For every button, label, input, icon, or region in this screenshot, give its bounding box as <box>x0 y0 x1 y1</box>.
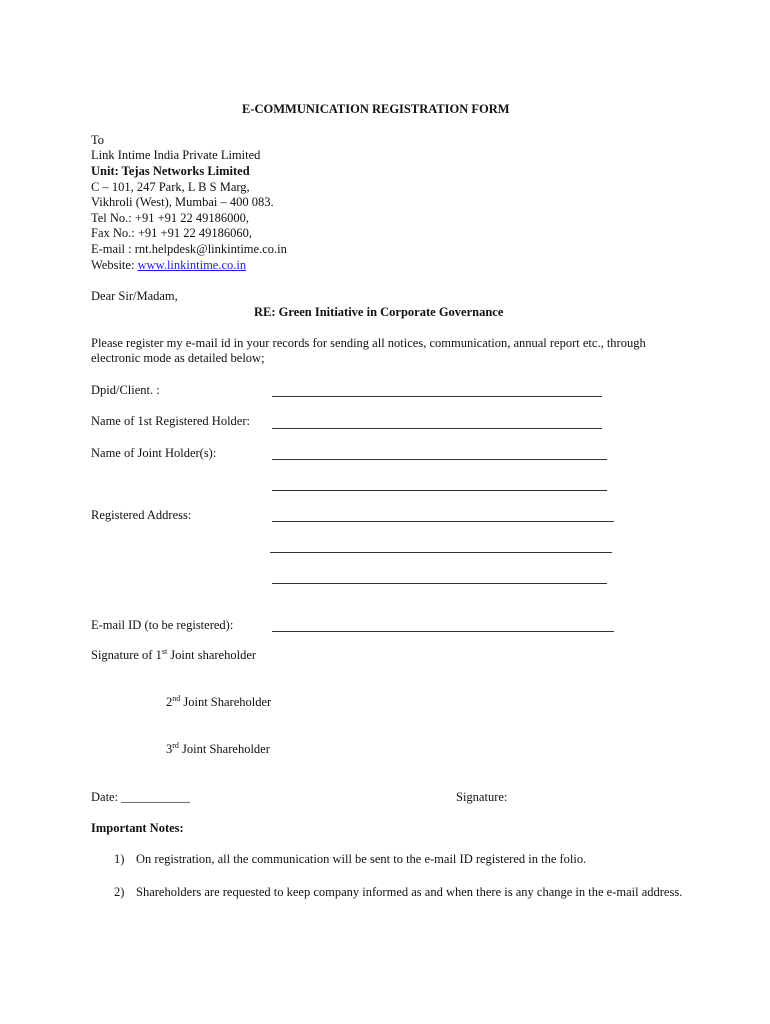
note-2-text: Shareholders are requested to keep company informed as and when there is any change in the e-mail address. <box>136 885 683 899</box>
signature-third-prefix: 3 <box>166 742 173 756</box>
signature-first-suffix: Joint shareholder <box>167 648 257 662</box>
first-holder-field[interactable] <box>272 428 602 429</box>
email-id-label: E-mail ID (to be registered): <box>91 618 234 632</box>
fax-line: Fax No.: +91 +91 22 49186060, <box>91 226 252 240</box>
form-title: E-COMMUNICATION REGISTRATION FORM <box>242 102 510 116</box>
registered-address-field-2[interactable] <box>270 552 612 553</box>
signature-first-sup: st <box>161 646 168 656</box>
website-label: Website: <box>91 258 138 272</box>
salutation: Dear Sir/Madam, <box>91 289 178 303</box>
to-line: To <box>91 133 105 147</box>
signature-second-suffix: Joint Shareholder <box>180 695 272 709</box>
email-line: E-mail : rnt.helpdesk@linkintime.co.in <box>91 242 287 256</box>
dpid-label: Dpid/Client. : <box>91 383 160 397</box>
registered-address-field-1[interactable] <box>272 521 614 522</box>
signature-label: Signature: <box>456 790 508 804</box>
note-2-number: 2) <box>114 885 125 899</box>
company-name: Link Intime India Private Limited <box>91 148 261 162</box>
address-line-1: C – 101, 247 Park, L B S Marg, <box>91 180 250 194</box>
tel-line: Tel No.: +91 +91 22 49186000, <box>91 211 250 225</box>
signature-third-suffix: Joint Shareholder <box>178 742 270 756</box>
date-field[interactable]: Date: ___________ <box>91 790 190 804</box>
signature-third-label <box>166 742 270 757</box>
signature-third-sup: rd <box>172 740 179 750</box>
email-id-field[interactable] <box>272 631 614 632</box>
website-link[interactable]: www.linkintime.co.in <box>137 258 247 272</box>
joint-holders-field-1[interactable] <box>272 459 607 460</box>
registered-address-field-3[interactable] <box>272 583 607 584</box>
website-line <box>91 258 246 273</box>
first-holder-label: Name of 1st Registered Holder: <box>91 414 250 428</box>
note-1-number: 1) <box>114 852 125 866</box>
dpid-field[interactable] <box>272 396 602 397</box>
signature-first-prefix: Signature of 1 <box>91 648 162 662</box>
body-text-line-2: electronic mode as detailed below; <box>91 351 265 365</box>
note-1-text: On registration, all the communication will be sent to the e-mail ID registered in the folio. <box>136 852 587 866</box>
signature-second-label <box>166 695 271 710</box>
body-text-line-1: Please register my e-mail id in your records for sending all notices, communication, annual report etc., through <box>91 336 646 350</box>
signature-second-prefix: 2 <box>166 695 173 709</box>
signature-first-label <box>91 648 256 663</box>
unit-name: Unit: Tejas Networks Limited <box>91 164 250 178</box>
subject-line: RE: Green Initiative in Corporate Governance <box>254 305 504 319</box>
signature-second-sup: nd <box>172 693 181 703</box>
joint-holders-field-2[interactable] <box>272 490 607 491</box>
registered-address-label: Registered Address: <box>91 508 192 522</box>
joint-holders-label: Name of Joint Holder(s): <box>91 446 217 460</box>
important-notes-heading: Important Notes: <box>91 821 184 835</box>
address-line-2: Vikhroli (West), Mumbai – 400 083. <box>91 195 274 209</box>
